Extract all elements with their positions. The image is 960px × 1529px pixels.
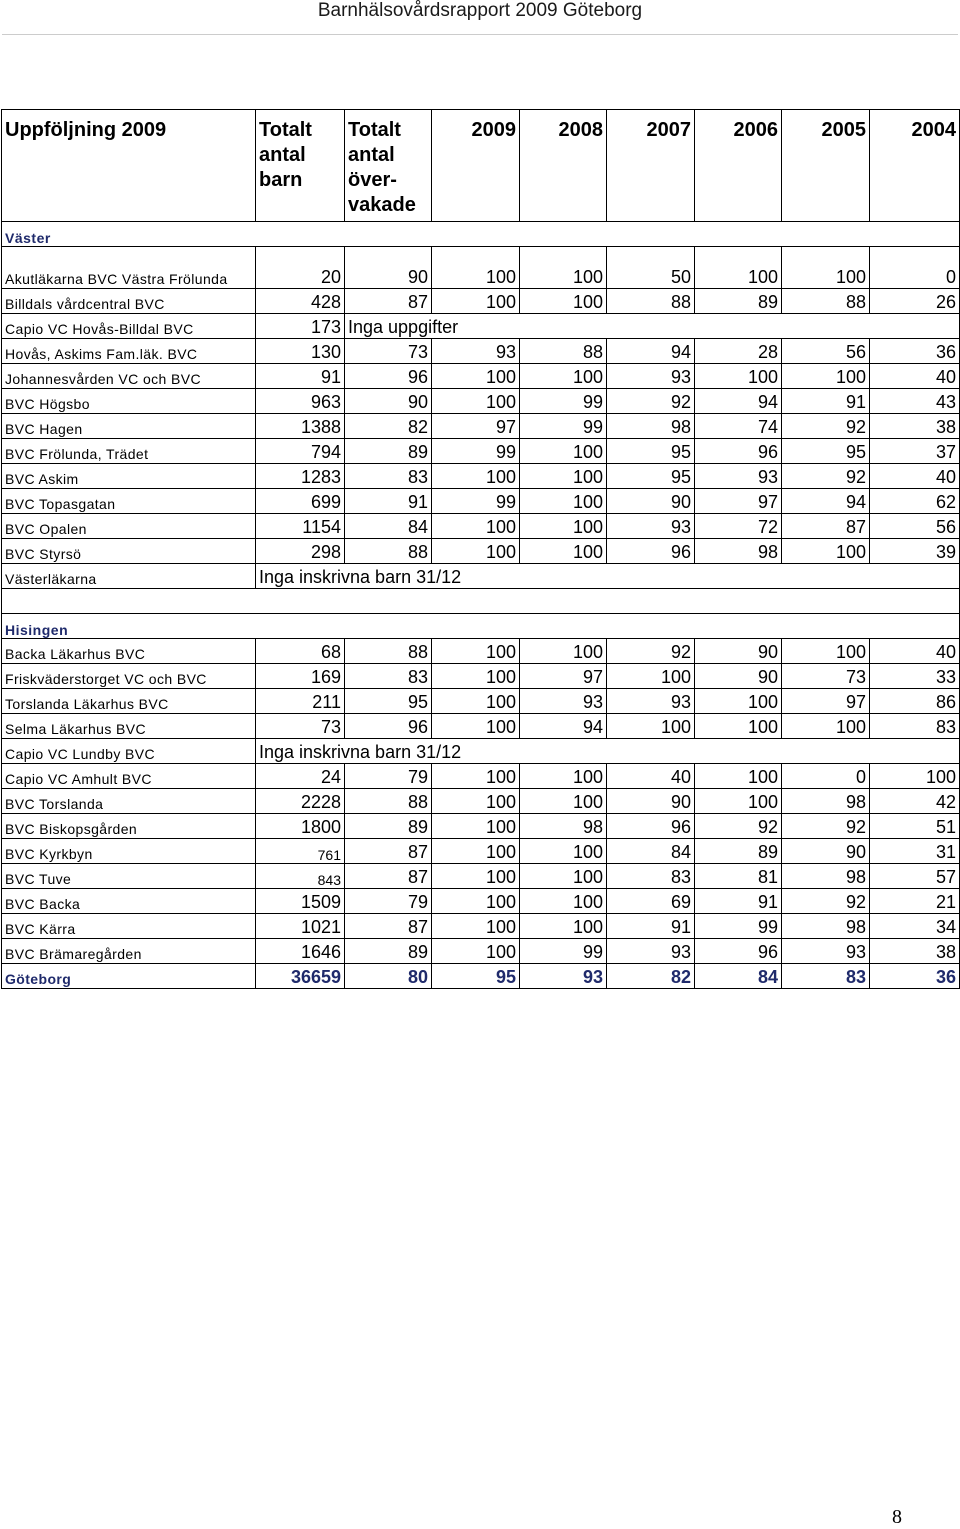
- value-cell: 100: [520, 539, 607, 564]
- page-header: Barnhälsovårdsrapport 2009 Göteborg: [317, 0, 643, 21]
- table-row: [2, 564, 960, 589]
- value-cell: 96: [695, 439, 782, 464]
- value-cell: 91: [782, 389, 870, 414]
- value-cell: 88: [345, 639, 432, 664]
- value-cell: 100: [432, 639, 520, 664]
- value-cell: 100: [432, 764, 520, 789]
- section-header-row: [2, 222, 960, 247]
- value-cell: 91: [695, 889, 782, 914]
- value-cell: 88: [520, 339, 607, 364]
- table-row: [2, 839, 960, 864]
- value-cell: 100: [695, 714, 782, 739]
- table-row: [2, 939, 960, 964]
- value-cell: 92: [607, 389, 695, 414]
- value-cell: 100: [432, 464, 520, 489]
- value-cell: 100: [520, 764, 607, 789]
- unit-name: BVC Topasgatan: [2, 489, 256, 514]
- value-cell: 99: [520, 414, 607, 439]
- value-cell: 99: [520, 389, 607, 414]
- value-cell: 2228: [256, 789, 345, 814]
- value-cell: 90: [695, 664, 782, 689]
- value-cell: 87: [345, 839, 432, 864]
- value-cell: 100: [432, 839, 520, 864]
- value-cell: 95: [782, 439, 870, 464]
- value-cell: 100: [432, 789, 520, 814]
- report-table: [1, 109, 960, 989]
- unit-name: Västerläkarna: [2, 564, 256, 589]
- value-cell: 98: [782, 914, 870, 939]
- value-cell: 68: [256, 639, 345, 664]
- table-row: [2, 739, 960, 764]
- value-cell: 72: [695, 514, 782, 539]
- table-row: [2, 789, 960, 814]
- unit-name: BVC Backa: [2, 889, 256, 914]
- table-row: [2, 247, 960, 289]
- unit-name: BVC Brämaregården: [2, 939, 256, 964]
- header-cell-year: 2005: [782, 110, 870, 222]
- table-row: [2, 514, 960, 539]
- value-cell: 95: [345, 689, 432, 714]
- value-cell: 91: [607, 914, 695, 939]
- total-value-cell: 80: [345, 964, 432, 989]
- value-cell: 90: [782, 839, 870, 864]
- value-cell: 26: [870, 289, 960, 314]
- unit-name: Selma Läkarhus BVC: [2, 714, 256, 739]
- header-cell-year: 2006: [695, 110, 782, 222]
- header-cell-year: 2007: [607, 110, 695, 222]
- table-row: [2, 364, 960, 389]
- total-value-cell: 82: [607, 964, 695, 989]
- value-cell: 90: [695, 639, 782, 664]
- value-cell: 79: [345, 889, 432, 914]
- value-cell: 56: [782, 339, 870, 364]
- table-body: [2, 222, 960, 989]
- unit-name: Torslanda Läkarhus BVC: [2, 689, 256, 714]
- value-cell: 88: [782, 289, 870, 314]
- value-cell: 1509: [256, 889, 345, 914]
- value-cell: 50: [607, 247, 695, 289]
- table-row: [2, 539, 960, 564]
- value-cell: 97: [782, 689, 870, 714]
- value-cell: 93: [432, 339, 520, 364]
- value-cell: 83: [345, 464, 432, 489]
- value-cell: 100: [607, 664, 695, 689]
- value-cell: 37: [870, 439, 960, 464]
- header-cell-total-children: [256, 110, 345, 222]
- value-cell: 83: [870, 714, 960, 739]
- total-value-cell: 84: [695, 964, 782, 989]
- value-cell: 100: [782, 539, 870, 564]
- value-cell: 100: [432, 814, 520, 839]
- unit-name: BVC Kyrkbyn: [2, 839, 256, 864]
- section-title: Hisingen: [2, 614, 960, 639]
- header-cell-year: 2009: [432, 110, 520, 222]
- header-line: Totalt: [348, 119, 401, 141]
- value-cell: 38: [870, 939, 960, 964]
- header-line: över-: [348, 169, 397, 191]
- value-cell: 1646: [256, 939, 345, 964]
- unit-name: BVC Frölunda, Trädet: [2, 439, 256, 464]
- value-cell: 84: [607, 839, 695, 864]
- value-cell: 100: [432, 914, 520, 939]
- unit-name: Friskväderstorget VC och BVC: [2, 664, 256, 689]
- unit-name: BVC Biskopsgården: [2, 814, 256, 839]
- table-row: [2, 464, 960, 489]
- value-cell: 73: [345, 339, 432, 364]
- unit-name: Capio VC Amhult BVC: [2, 764, 256, 789]
- value-cell: 843: [256, 864, 345, 889]
- value-cell: 96: [345, 714, 432, 739]
- value-cell: 699: [256, 489, 345, 514]
- value-cell: 73: [782, 664, 870, 689]
- value-cell: 100: [520, 247, 607, 289]
- total-value-cell: 95: [432, 964, 520, 989]
- value-cell: 100: [432, 939, 520, 964]
- value-cell: 0: [782, 764, 870, 789]
- value-cell: 91: [345, 489, 432, 514]
- value-cell: 100: [695, 689, 782, 714]
- value-cell: 100: [782, 714, 870, 739]
- value-cell: 89: [695, 289, 782, 314]
- value-cell: 1800: [256, 814, 345, 839]
- value-cell: 100: [695, 789, 782, 814]
- value-cell: 40: [870, 364, 960, 389]
- value-cell: 56: [870, 514, 960, 539]
- value-cell: 89: [695, 839, 782, 864]
- value-cell: 100: [520, 789, 607, 814]
- unit-name: Billdals vårdcentral BVC: [2, 289, 256, 314]
- value-cell: 84: [345, 514, 432, 539]
- blank-cell: [2, 589, 960, 614]
- value-cell: 95: [607, 439, 695, 464]
- table-row: [2, 414, 960, 439]
- value-cell: 93: [607, 939, 695, 964]
- table-row: [2, 489, 960, 514]
- table-row: [2, 814, 960, 839]
- value-cell: 173: [256, 314, 345, 339]
- value-cell: 963: [256, 389, 345, 414]
- value-cell: 92: [607, 639, 695, 664]
- value-cell: 1154: [256, 514, 345, 539]
- total-row: [2, 964, 960, 989]
- value-cell: 98: [520, 814, 607, 839]
- value-cell: 100: [520, 889, 607, 914]
- value-cell: 93: [695, 464, 782, 489]
- note-cell: Inga uppgifter: [345, 314, 960, 339]
- value-cell: 31: [870, 839, 960, 864]
- value-cell: 96: [607, 539, 695, 564]
- value-cell: 169: [256, 664, 345, 689]
- value-cell: 100: [432, 539, 520, 564]
- value-cell: 100: [432, 389, 520, 414]
- value-cell: 100: [695, 247, 782, 289]
- value-cell: 0: [870, 247, 960, 289]
- table-row: [2, 714, 960, 739]
- value-cell: 100: [520, 839, 607, 864]
- value-cell: 99: [432, 439, 520, 464]
- value-cell: 93: [782, 939, 870, 964]
- total-value-cell: 36659: [256, 964, 345, 989]
- value-cell: 97: [520, 664, 607, 689]
- unit-name: Capio VC Hovås-Billdal BVC: [2, 314, 256, 339]
- value-cell: 88: [345, 539, 432, 564]
- value-cell: 96: [345, 364, 432, 389]
- value-cell: 24: [256, 764, 345, 789]
- value-cell: 100: [520, 914, 607, 939]
- value-cell: 21: [870, 889, 960, 914]
- value-cell: 92: [782, 464, 870, 489]
- value-cell: 39: [870, 539, 960, 564]
- value-cell: 51: [870, 814, 960, 839]
- value-cell: 1283: [256, 464, 345, 489]
- value-cell: 83: [607, 864, 695, 889]
- value-cell: 20: [256, 247, 345, 289]
- value-cell: 100: [432, 864, 520, 889]
- value-cell: 99: [520, 939, 607, 964]
- unit-name: Akutläkarna BVC Västra Frölunda: [2, 247, 256, 289]
- value-cell: 100: [782, 247, 870, 289]
- value-cell: 86: [870, 689, 960, 714]
- value-cell: 92: [695, 814, 782, 839]
- table-row: [2, 389, 960, 414]
- value-cell: 100: [432, 247, 520, 289]
- value-cell: 92: [782, 814, 870, 839]
- value-cell: 89: [345, 939, 432, 964]
- value-cell: 100: [520, 514, 607, 539]
- header-line: barn: [259, 169, 303, 191]
- header-cell-year: 2004: [870, 110, 960, 222]
- value-cell: 34: [870, 914, 960, 939]
- unit-name: BVC Tuve: [2, 864, 256, 889]
- value-cell: 95: [607, 464, 695, 489]
- value-cell: 87: [782, 514, 870, 539]
- value-cell: 57: [870, 864, 960, 889]
- unit-name: BVC Styrsö: [2, 539, 256, 564]
- header-line: Uppföljning 2009: [5, 119, 167, 141]
- value-cell: 40: [870, 464, 960, 489]
- table-row: [2, 439, 960, 464]
- header-line: vakade: [348, 194, 416, 216]
- value-cell: 40: [607, 764, 695, 789]
- value-cell: 1388: [256, 414, 345, 439]
- value-cell: 73: [256, 714, 345, 739]
- value-cell: 100: [782, 639, 870, 664]
- note-cell: Inga inskrivna barn 31/12: [256, 564, 960, 589]
- value-cell: 40: [870, 639, 960, 664]
- total-name: Göteborg: [2, 964, 256, 989]
- unit-name: BVC Torslanda: [2, 789, 256, 814]
- total-value-cell: 36: [870, 964, 960, 989]
- table-row: [2, 664, 960, 689]
- value-cell: 62: [870, 489, 960, 514]
- unit-name: BVC Hagen: [2, 414, 256, 439]
- value-cell: 100: [782, 364, 870, 389]
- value-cell: 428: [256, 289, 345, 314]
- header-row: [2, 110, 960, 222]
- page-number: 8: [892, 1506, 902, 1528]
- table-row: [2, 339, 960, 364]
- value-cell: 28: [695, 339, 782, 364]
- value-cell: 100: [607, 714, 695, 739]
- table-row: [2, 314, 960, 339]
- section-header-row: [2, 614, 960, 639]
- value-cell: 93: [607, 364, 695, 389]
- unit-name: Backa Läkarhus BVC: [2, 639, 256, 664]
- value-cell: 100: [520, 364, 607, 389]
- value-cell: 130: [256, 339, 345, 364]
- header-line: antal: [259, 144, 306, 166]
- value-cell: 298: [256, 539, 345, 564]
- value-cell: 97: [432, 414, 520, 439]
- note-cell: Inga inskrivna barn 31/12: [256, 739, 960, 764]
- header-cell-year: 2008: [520, 110, 607, 222]
- value-cell: 100: [432, 664, 520, 689]
- value-cell: 100: [432, 889, 520, 914]
- value-cell: 98: [607, 414, 695, 439]
- value-cell: 92: [782, 414, 870, 439]
- value-cell: 90: [607, 489, 695, 514]
- table-row: [2, 689, 960, 714]
- value-cell: 93: [607, 689, 695, 714]
- unit-name: BVC Kärra: [2, 914, 256, 939]
- value-cell: 90: [345, 247, 432, 289]
- value-cell: 98: [782, 789, 870, 814]
- value-cell: 100: [695, 764, 782, 789]
- table-row: [2, 914, 960, 939]
- value-cell: 100: [432, 514, 520, 539]
- unit-name: BVC Högsbo: [2, 389, 256, 414]
- unit-name: Hovås, Askims Fam.läk. BVC: [2, 339, 256, 364]
- table-row: [2, 889, 960, 914]
- value-cell: 100: [432, 689, 520, 714]
- value-cell: 94: [520, 714, 607, 739]
- value-cell: 91: [256, 364, 345, 389]
- value-cell: 94: [782, 489, 870, 514]
- value-cell: 90: [345, 389, 432, 414]
- value-cell: 100: [520, 439, 607, 464]
- value-cell: 211: [256, 689, 345, 714]
- value-cell: 100: [520, 864, 607, 889]
- value-cell: 90: [607, 789, 695, 814]
- table-row: [2, 764, 960, 789]
- value-cell: 94: [607, 339, 695, 364]
- value-cell: 99: [695, 914, 782, 939]
- value-cell: 87: [345, 864, 432, 889]
- blank-row: [2, 589, 960, 614]
- value-cell: 100: [432, 714, 520, 739]
- value-cell: 38: [870, 414, 960, 439]
- value-cell: 83: [345, 664, 432, 689]
- value-cell: 100: [695, 364, 782, 389]
- header-cell-total-monitored: [345, 110, 432, 222]
- value-cell: 1021: [256, 914, 345, 939]
- value-cell: 93: [520, 689, 607, 714]
- table-row: [2, 289, 960, 314]
- value-cell: 96: [607, 814, 695, 839]
- value-cell: 33: [870, 664, 960, 689]
- unit-name: BVC Askim: [2, 464, 256, 489]
- table-row: [2, 864, 960, 889]
- value-cell: 89: [345, 439, 432, 464]
- value-cell: 98: [782, 864, 870, 889]
- value-cell: 88: [607, 289, 695, 314]
- value-cell: 100: [520, 489, 607, 514]
- unit-name: Johannesvården VC och BVC: [2, 364, 256, 389]
- value-cell: 87: [345, 914, 432, 939]
- value-cell: 92: [782, 889, 870, 914]
- value-cell: 794: [256, 439, 345, 464]
- value-cell: 100: [520, 639, 607, 664]
- value-cell: 99: [432, 489, 520, 514]
- value-cell: 100: [520, 289, 607, 314]
- value-cell: 81: [695, 864, 782, 889]
- header-cell-title: [2, 110, 256, 222]
- value-cell: 761: [256, 839, 345, 864]
- header-line: Totalt: [259, 119, 312, 141]
- value-cell: 94: [695, 389, 782, 414]
- value-cell: 98: [695, 539, 782, 564]
- value-cell: 74: [695, 414, 782, 439]
- section-title: Väster: [2, 222, 960, 247]
- value-cell: 42: [870, 789, 960, 814]
- value-cell: 100: [432, 364, 520, 389]
- total-value-cell: 83: [782, 964, 870, 989]
- value-cell: 36: [870, 339, 960, 364]
- table-row: [2, 639, 960, 664]
- value-cell: 89: [345, 814, 432, 839]
- header-rule: [2, 34, 958, 35]
- value-cell: 87: [345, 289, 432, 314]
- unit-name: Capio VC Lundby BVC: [2, 739, 256, 764]
- value-cell: 100: [520, 464, 607, 489]
- value-cell: 43: [870, 389, 960, 414]
- value-cell: 97: [695, 489, 782, 514]
- value-cell: 93: [607, 514, 695, 539]
- value-cell: 69: [607, 889, 695, 914]
- total-value-cell: 93: [520, 964, 607, 989]
- value-cell: 82: [345, 414, 432, 439]
- header-line: antal: [348, 144, 395, 166]
- value-cell: 100: [870, 764, 960, 789]
- unit-name: BVC Opalen: [2, 514, 256, 539]
- value-cell: 96: [695, 939, 782, 964]
- value-cell: 88: [345, 789, 432, 814]
- value-cell: 100: [432, 289, 520, 314]
- value-cell: 79: [345, 764, 432, 789]
